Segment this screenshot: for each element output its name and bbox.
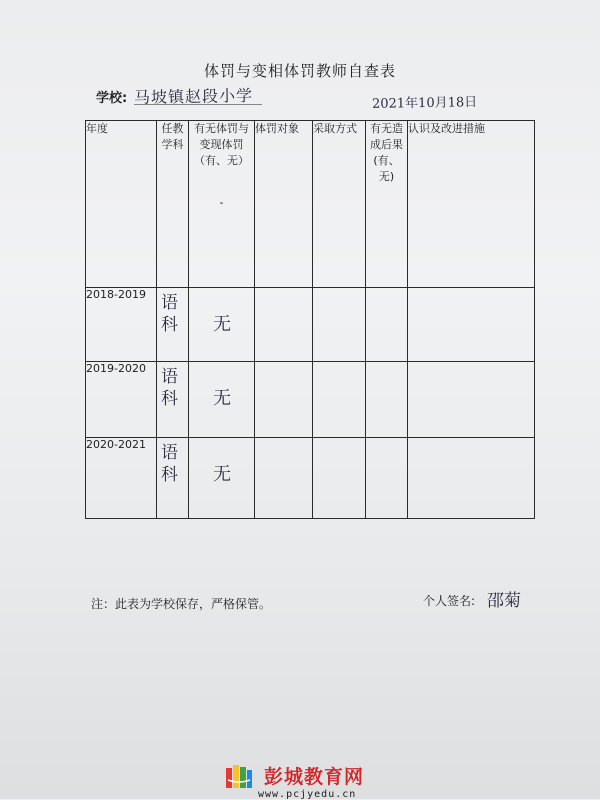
row-method	[313, 362, 366, 438]
row-measures	[408, 288, 535, 362]
table-row	[86, 288, 535, 362]
school-label: 学校:	[96, 91, 128, 106]
row-punishment-cell	[189, 362, 255, 438]
row-year: 2018-2019	[86, 288, 157, 362]
row-subject: 语科	[161, 443, 178, 485]
row-year: 2020-2021	[86, 438, 157, 519]
header-year: 年度	[86, 121, 157, 288]
form-date-handwritten: 2021年10月18日	[371, 95, 478, 112]
header-has-punishment	[189, 121, 255, 288]
header-method: 采取方式	[313, 121, 366, 288]
row-punishment-cell	[189, 288, 255, 362]
row-punishment-cell	[189, 438, 255, 519]
row-subject-cell	[157, 438, 189, 519]
books-logo-icon	[224, 762, 254, 790]
header-target: 体罚对象	[255, 121, 313, 288]
row-subject-cell	[157, 362, 189, 438]
row-has-punishment: 无	[213, 314, 231, 335]
footer-note: 注：此表为学校保存，严格保管。	[91, 597, 272, 611]
row-consequence	[366, 362, 408, 438]
header-consequence: 有无造成后果(有、无)	[366, 121, 408, 288]
header-dash-mark: -	[219, 196, 224, 209]
self-check-table	[85, 120, 535, 519]
row-year: 2019-2020	[86, 362, 157, 438]
row-measures	[408, 438, 535, 519]
row-target	[255, 438, 313, 519]
signature-label: 个人签名:	[423, 594, 476, 608]
row-measures	[408, 362, 535, 438]
header-measures: 认识及改进措施	[408, 121, 535, 288]
table-row	[86, 438, 535, 519]
row-has-punishment: 无	[213, 464, 231, 485]
row-subject: 语科	[161, 367, 178, 409]
row-subject: 语科	[161, 293, 178, 335]
row-subject-cell	[157, 288, 189, 362]
table-row	[86, 362, 535, 438]
row-target	[255, 362, 313, 438]
header-has-punishment-label: 有无体罚与变现体罚（有、无）	[194, 122, 249, 167]
row-method	[313, 288, 366, 362]
row-consequence	[366, 438, 408, 519]
form-title: 体罚与变相体罚教师自查表	[203, 62, 396, 80]
row-method	[313, 438, 366, 519]
watermark-url: www.pcjyedu.cn	[258, 789, 357, 800]
header-subject: 任教学科	[157, 121, 189, 288]
header-row	[86, 121, 535, 288]
signature-handwritten: 邵菊	[487, 591, 521, 611]
row-target	[255, 288, 313, 362]
row-consequence	[366, 288, 408, 362]
school-underline	[134, 104, 262, 105]
row-has-punishment: 无	[213, 388, 231, 409]
school-name-handwritten: 马坡镇赵段小学	[133, 85, 254, 108]
watermark-name: 彭城教育网	[264, 766, 365, 788]
